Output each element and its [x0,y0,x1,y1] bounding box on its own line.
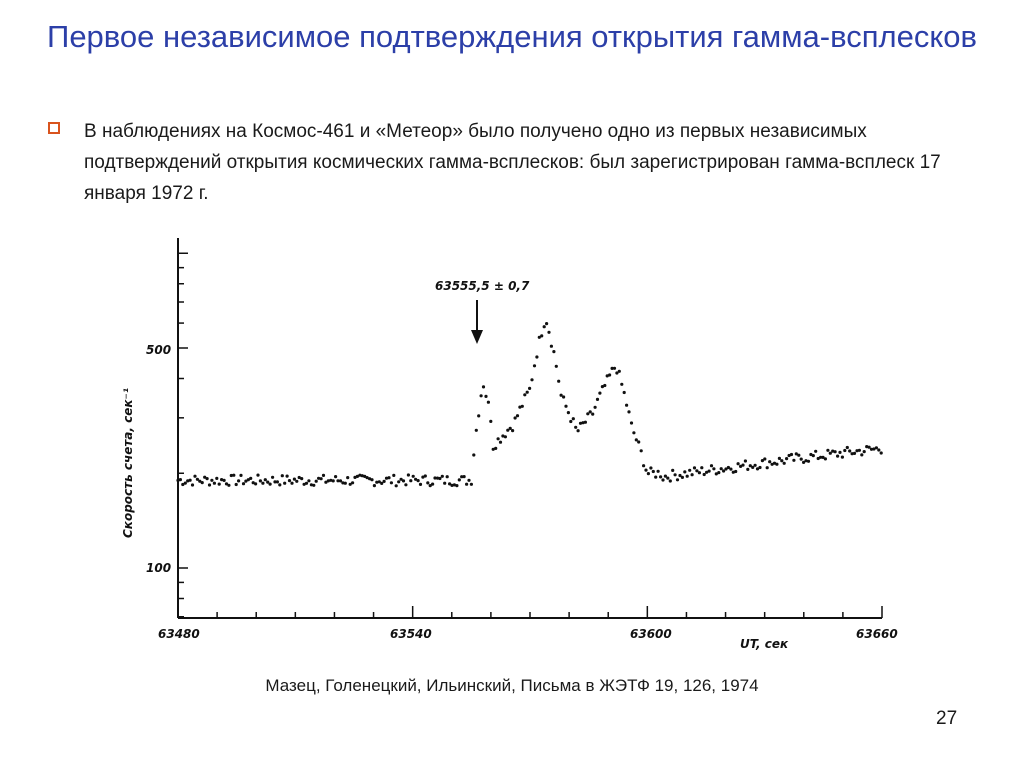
data-point [417,479,420,482]
data-point [562,395,565,398]
x-axis-label: UT, сек [740,637,789,651]
data-point [293,478,296,481]
data-point [472,453,475,456]
slide-title: Первое независимое подтверждения открытия гамма-всплесков [47,19,977,54]
data-point [853,452,856,455]
data-point [523,393,526,396]
data-point [395,484,398,487]
data-point [875,446,878,449]
data-point [184,482,187,485]
data-point [868,446,871,449]
x-tick-label: 63480 [158,627,200,641]
data-point [877,448,880,451]
data-point [698,471,701,474]
data-point [259,479,262,482]
data-point [261,482,264,485]
data-point [521,405,524,408]
data-point [671,469,674,472]
bullet-text: В наблюдениях на Космос-461 и «Метеор» было получено одно из первых независимых подтверждений открытия космических гамма-всплесков: был зарегистрирован гамма-всплеск 17 января 1972 г. [84,121,941,204]
data-point [470,483,473,486]
data-point [785,457,788,460]
data-point [594,406,597,409]
data-point [627,410,630,413]
data-point [201,481,204,484]
data-point [264,478,267,481]
data-point [708,470,711,473]
data-point [659,475,662,478]
data-point [249,477,252,480]
data-point [499,441,502,444]
data-point [419,483,422,486]
data-point [477,414,480,417]
data-point [514,416,517,419]
data-point [792,459,795,462]
data-point [841,456,844,459]
data-point [783,462,786,465]
data-point [256,474,259,477]
data-point [572,417,575,420]
tick-labels [146,343,898,641]
y-axis-label: Скорость счета, сек⁻¹ [121,387,135,538]
data-point [227,484,230,487]
trigger-arrow-head [471,330,483,344]
data-point [618,370,621,373]
data-point [860,453,863,456]
data-point [424,474,427,477]
data-point [567,411,570,414]
data-point [543,325,546,328]
data-point [647,472,650,475]
data-point [637,440,640,443]
data-point [666,477,669,480]
y-tick-label: 500 [146,343,172,357]
data-point [351,481,354,484]
data-point [383,480,386,483]
data-point [632,431,635,434]
data-point [307,479,310,482]
data-point [603,384,606,387]
data-point [232,474,235,477]
data-point [826,449,829,452]
data-point [206,477,209,480]
data-point [441,475,444,478]
data-point [766,466,769,469]
data-point [814,450,817,453]
data-point [674,473,677,476]
data-point [758,466,761,469]
data-point [683,470,686,473]
data-point [392,474,395,477]
data-point [710,464,713,467]
data-point [775,463,778,466]
data-point [863,450,866,453]
data-point [778,457,781,460]
data-point [446,475,449,478]
data-point [528,387,531,390]
data-point [305,482,308,485]
data-point [387,476,390,479]
data-point [516,414,519,417]
data-point [880,451,883,454]
data-point [213,482,216,485]
y-tick-label: 100 [146,561,172,575]
data-point [598,392,601,395]
data-point [797,454,800,457]
data-point [242,482,245,485]
data-point [720,467,723,470]
data-point [652,470,655,473]
data-point [409,479,412,482]
data-point [497,437,500,440]
data-point [533,364,536,367]
data-point [829,452,832,455]
data-point [312,484,315,487]
data-point [276,480,279,483]
data-point [288,479,291,482]
data-point [189,479,192,482]
data-point [700,466,703,469]
data-point [373,484,376,487]
data-point [812,454,815,457]
data-point [218,483,221,486]
data-point [686,475,689,478]
data-point [848,449,851,452]
data-point [404,483,407,486]
data-point [269,483,272,486]
data-point [494,447,497,450]
data-point [691,473,694,476]
data-point [596,398,599,401]
data-point [763,457,766,460]
data-point [681,476,684,479]
data-point [557,380,560,383]
data-point [455,484,458,487]
data-point [545,322,548,325]
data-point [254,482,257,485]
data-point [780,459,783,462]
x-tick-label: 63660 [856,627,898,641]
data-point [390,481,393,484]
data-point [644,469,647,472]
x-tick-label: 63540 [390,627,432,641]
data-point [283,482,286,485]
data-point [300,477,303,480]
data-point [271,476,274,479]
data-point [407,473,410,476]
data-point [741,464,744,467]
data-point [370,478,373,481]
data-point [458,478,461,481]
data-point [564,405,567,408]
data-point [746,468,749,471]
data-point [807,460,810,463]
data-point [443,482,446,485]
x-axis-ticks [178,606,882,618]
data-point [635,438,638,441]
data-point [836,455,839,458]
data-point [191,483,194,486]
data-point [642,464,645,467]
data-point [608,373,611,376]
data-point [489,420,492,423]
data-point [431,483,434,486]
data-point [237,479,240,482]
data-point [426,481,429,484]
data-point [210,479,213,482]
data-point [179,478,182,481]
data-point [526,391,529,394]
data-point [846,446,849,449]
data-point [511,429,514,432]
data-point [332,479,335,482]
data-point [215,477,218,480]
data-point [729,468,732,471]
data-point [208,483,211,486]
data-point [625,404,628,407]
data-point [193,475,196,478]
data-point [281,474,284,477]
data-point [657,470,660,473]
data-point [744,459,747,462]
data-point [550,345,553,348]
square-bullet-icon [48,122,60,134]
data-point [734,470,737,473]
data-point [751,466,754,469]
data-point [552,350,555,353]
data-point [688,469,691,472]
data-point [547,331,550,334]
data-point [703,473,706,476]
data-point [334,475,337,478]
data-point [484,395,487,398]
data-point [623,391,626,394]
data-point [613,367,616,370]
data-point [438,477,441,480]
source-caption: Мазец, Голенецкий, Ильинский, Письма в ЖЭТФ 19, 126, 1974 [265,676,759,695]
data-point [591,413,594,416]
data-point [504,435,507,438]
data-point [569,420,572,423]
data-point [286,475,289,478]
y-axis-ticks [178,253,188,617]
data-point [584,421,587,424]
data-point [843,449,846,452]
data-point [239,474,242,477]
trigger-annotation: 63555,5 ± 0,7 [435,279,530,293]
data-point [654,476,657,479]
data-point [838,451,841,454]
data-point [235,483,238,486]
data-point [712,467,715,470]
data-point [630,421,633,424]
data-point [295,480,298,483]
data-point [577,429,580,432]
data-point [315,480,318,483]
data-point [223,479,226,482]
data-point [589,410,592,413]
data-point [530,378,533,381]
data-point [482,385,485,388]
data-point [754,464,757,467]
data-point [574,426,577,429]
data-point [737,462,740,465]
data-point [290,482,293,485]
data-point [509,427,512,430]
data-point [649,466,652,469]
data-point [661,478,664,481]
data-point [620,383,623,386]
data-point [555,365,558,368]
data-points [176,322,882,487]
data-point [669,479,672,482]
data-point [344,482,347,485]
data-point [717,471,720,474]
data-point [824,457,827,460]
data-point [475,429,478,432]
gamma-burst-chart [100,228,900,668]
data-point [834,450,837,453]
data-point [535,355,538,358]
data-point [693,466,696,469]
data-point [487,401,490,404]
data-point [790,453,793,456]
data-point [397,480,400,483]
data-point [800,458,803,461]
data-point [322,474,325,477]
data-point [540,334,543,337]
data-point [465,483,468,486]
data-point [412,475,415,478]
data-point [480,394,483,397]
page-number: 27 [936,708,958,729]
data-point [320,477,323,480]
data-point [858,449,861,452]
x-tick-label: 63600 [630,627,672,641]
data-point [402,479,405,482]
data-point [640,449,643,452]
data-point [278,483,281,486]
data-point [676,478,679,481]
data-point [463,475,466,478]
data-point [768,460,771,463]
data-point [346,476,349,479]
data-point [467,479,470,482]
